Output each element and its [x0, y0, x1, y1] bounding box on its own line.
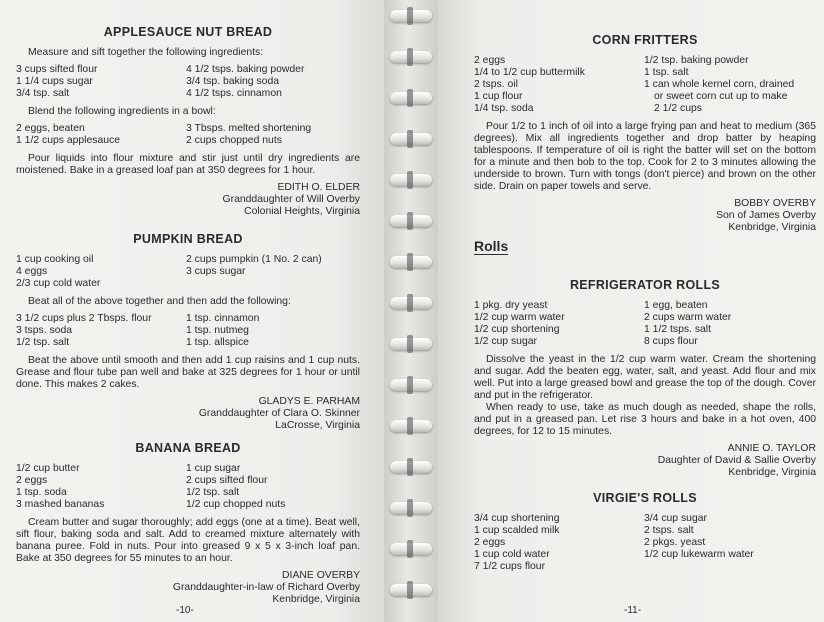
binding-ring [390, 174, 432, 186]
ingredient: 3 tsps. soda [16, 325, 73, 336]
ingredient: 2 cups pumpkin (1 No. 2 can) [186, 254, 322, 265]
ingredient: 1 cup scalded milk [474, 525, 560, 536]
ingredient: 1/2 tsp. salt [16, 337, 70, 348]
contributor-name: GLADYS E. PARHAM [258, 396, 360, 407]
recipe-title: PUMPKIN BREAD [133, 232, 243, 246]
recipe-signature [16, 396, 360, 432]
ingredient: 3 cups sugar [186, 266, 246, 277]
ingredient: 2 cups chopped nuts [186, 135, 282, 146]
left-page [0, 0, 384, 622]
ingredient: 1 1/4 cups sugar [16, 76, 93, 87]
contributor-relation: Granddaughter of Clara O. Skinner [198, 408, 360, 419]
section-heading: Rolls [474, 238, 509, 254]
binding-ring [390, 338, 432, 350]
recipe-title: CORN FRITTERS [592, 33, 698, 47]
binding-ring [390, 215, 432, 227]
page-number: -11- [624, 605, 642, 616]
ingredient: 1/2 cup chopped nuts [186, 499, 286, 510]
recipe-signature [474, 198, 816, 234]
ingredient: 1/2 tsp. baking powder [644, 55, 749, 66]
ingredient: 2 eggs [16, 475, 48, 486]
ingredient: 1 cup flour [474, 91, 523, 102]
ingredient: 1 cup sugar [186, 463, 241, 474]
ingredient: 2 1/2 cups [654, 103, 702, 114]
contributor-name: DIANE OVERBY [282, 570, 360, 581]
binding-ring [390, 10, 432, 22]
binding-ring [390, 502, 432, 514]
binding-ring [390, 461, 432, 473]
binding-ring [390, 133, 432, 145]
contributor-relation: Granddaughter-in-law of Richard Overby [172, 582, 360, 593]
rolls-section [474, 240, 816, 255]
contributor-name: ANNIE O. TAYLOR [727, 443, 816, 454]
ingredient: 2 cups warm water [644, 312, 732, 323]
contributor-location: Kenbridge, Virginia [272, 594, 360, 605]
applesauce-recipe [16, 26, 360, 232]
ingredient: 3 cups sifted flour [16, 64, 98, 75]
right-page [438, 0, 824, 622]
ingredient: 3 1/2 cups plus 2 Tbsps. flour [16, 313, 152, 324]
recipe-method: When ready to use, take as much dough as needed, shape the rolls, and put in a greased pan. Let rise 3 hours and bake in a hot oven, 400 degrees, for 12 to 15 minutes. [474, 402, 816, 437]
binding-ring [390, 543, 432, 555]
ingredient: 2 tsps. salt [644, 525, 694, 536]
ingredient: 3/4 cup sugar [644, 513, 707, 524]
ingredient: 1 can whole kernel corn, drained [644, 79, 795, 90]
ingredient-list [474, 513, 816, 573]
ingredient: 1/4 to 1/2 cup buttermilk [474, 67, 585, 78]
ingredient: 1 egg, beaten [644, 300, 708, 311]
contributor-relation: Son of James Overby [716, 210, 816, 221]
recipe-step: Beat all of the above together and then add the following: [28, 296, 291, 307]
ingredient: 1 tsp. salt [644, 67, 689, 78]
contributor-location: Colonial Heights, Virginia [244, 206, 360, 217]
recipe-method: Dissolve the yeast in the 1/2 cup warm water. Cream the shortening and sugar. Add the beaten egg, water, salt, and yeast. Add flour and mix well. Put into a large greased bowl and grease the top of the dough. Cover and put in the refrigerator. [474, 354, 816, 401]
ingredient: 1 tsp. soda [16, 487, 67, 498]
pumpkin-recipe [16, 233, 360, 446]
recipe-signature [474, 443, 816, 479]
ingredient: 1/2 cup warm water [474, 312, 565, 323]
ingredient: 1/2 cup butter [16, 463, 80, 474]
binding-ring [390, 256, 432, 268]
binding-ring [390, 51, 432, 63]
binding-ring [390, 92, 432, 104]
binding-ring [390, 584, 432, 596]
refrigerator-rolls-recipe [474, 279, 816, 493]
ingredient: 1 tsp. allspice [186, 337, 249, 348]
ingredient: 1 1/2 tsps. salt [644, 324, 711, 335]
ingredient: 1 pkg. dry yeast [474, 300, 548, 311]
ingredient-list [16, 123, 360, 147]
ingredient: 2 eggs [474, 55, 506, 66]
contributor-location: LaCrosse, Virginia [275, 420, 360, 431]
ingredient: 8 cups flour [644, 336, 698, 347]
ingredient: 1 cup cold water [474, 549, 550, 560]
banana-recipe [16, 442, 360, 620]
recipe-title: BANANA BREAD [135, 441, 241, 455]
recipe-method: Pour 1/2 to 1 inch of oil into a large frying pan and heat to medium (365 degrees). Mix all ingredients together and drop batter by heaping tablespoons. If temperature of oil is right the batter will set on the bottom for a minute and then bob to the top. Cook for 2 to 3 minutes allowing the underside to brown. Turn with tongs (don't pierce) and brown on the other side. Drain on paper towels and serve. [474, 121, 816, 192]
ingredient: 1 1/2 cups applesauce [16, 135, 120, 146]
ingredient-list [16, 64, 360, 100]
ingredient: 7 1/2 cups flour [474, 561, 546, 572]
page-number: -10- [176, 605, 194, 616]
ingredient: 1/2 tsp. salt [186, 487, 240, 498]
ingredient-list [474, 55, 816, 115]
contributor-location: Kenbridge, Virginia [728, 222, 816, 233]
ingredient: 2 eggs, beaten [16, 123, 85, 134]
ingredient: 3 Tbsps. melted shortening [186, 123, 312, 134]
contributor-relation: Daughter of David & Sallie Overby [657, 455, 816, 466]
ingredient: 1/2 cup lukewarm water [644, 549, 754, 560]
corn-fritters-recipe [474, 34, 816, 248]
recipe-title: APPLESAUCE NUT BREAD [103, 25, 273, 39]
recipe-method: Beat the above until smooth and then add 1 cup raisins and 1 cup nuts. Grease and flour tube pan well and bake at 325 degrees for 1 hour or until done. This makes 2 cakes. [16, 355, 360, 390]
recipe-title: REFRIGERATOR ROLLS [569, 278, 721, 292]
contributor-relation: Granddaughter of Will Overby [222, 194, 360, 205]
contributor-name: EDITH O. ELDER [277, 182, 360, 193]
recipe-intro: Measure and sift together the following ingredients: [28, 47, 264, 58]
ingredient: 4 1/2 tsps. cinnamon [186, 88, 282, 99]
ingredient: 2 tsps. oil [474, 79, 518, 90]
contributor-location: Kenbridge, Virginia [728, 467, 816, 478]
ingredient: 1 cup cooking oil [16, 254, 94, 265]
recipe-signature [16, 182, 360, 218]
binding-ring [390, 420, 432, 432]
ingredient: 3/4 tsp. salt [16, 88, 70, 99]
virgies-rolls-recipe [474, 492, 816, 579]
recipe-method: Cream butter and sugar thoroughly; add eggs (one at a time). Beat well, sift flour, baking soda and salt. Add to creamed mixture alternately with banana puree. Fold in nuts. Pour into greased 9 x 5 x 3-inch loaf pan. Bake at 350 degrees for 55 minutes to an hour. [16, 517, 360, 564]
ingredient: 2 eggs [474, 537, 506, 548]
ingredient: 1/2 cup sugar [474, 336, 537, 347]
ingredient: 4 1/2 tsps. baking powder [186, 64, 305, 75]
ingredient-list [16, 463, 360, 511]
recipe-step: Blend the following ingredients in a bowl: [28, 106, 216, 117]
ingredient: or sweet corn cut up to make [654, 91, 788, 102]
ingredient: 1 tsp. cinnamon [186, 313, 260, 324]
ingredient: 3/4 tsp. baking soda [186, 76, 280, 87]
ingredient-list [16, 254, 360, 290]
binding-ring [390, 297, 432, 309]
recipe-method: Pour liquids into flour mixture and stir just until dry ingredients are moistened. Bake in a greased loaf pan at 350 degrees for 1 hour. [16, 153, 360, 176]
contributor-name: BOBBY OVERBY [734, 198, 816, 209]
spiral-binding [384, 0, 438, 622]
ingredient: 2 pkgs. yeast [644, 537, 706, 548]
recipe-title: VIRGIE'S ROLLS [593, 491, 697, 505]
ingredient: 1 tsp. nutmeg [186, 325, 249, 336]
binding-ring [390, 379, 432, 391]
ingredient: 4 eggs [16, 266, 48, 277]
ingredient: 3/4 cup shortening [474, 513, 560, 524]
ingredient-list [474, 300, 816, 348]
ingredient: 3 mashed bananas [16, 499, 105, 510]
ingredient-list [16, 313, 360, 349]
ingredient: 2 cups sifted flour [186, 475, 268, 486]
ingredient: 1/4 tsp. soda [474, 103, 534, 114]
ingredient: 1/2 cup shortening [474, 324, 560, 335]
ingredient: 2/3 cup cold water [16, 278, 101, 289]
recipe-signature [16, 570, 360, 606]
